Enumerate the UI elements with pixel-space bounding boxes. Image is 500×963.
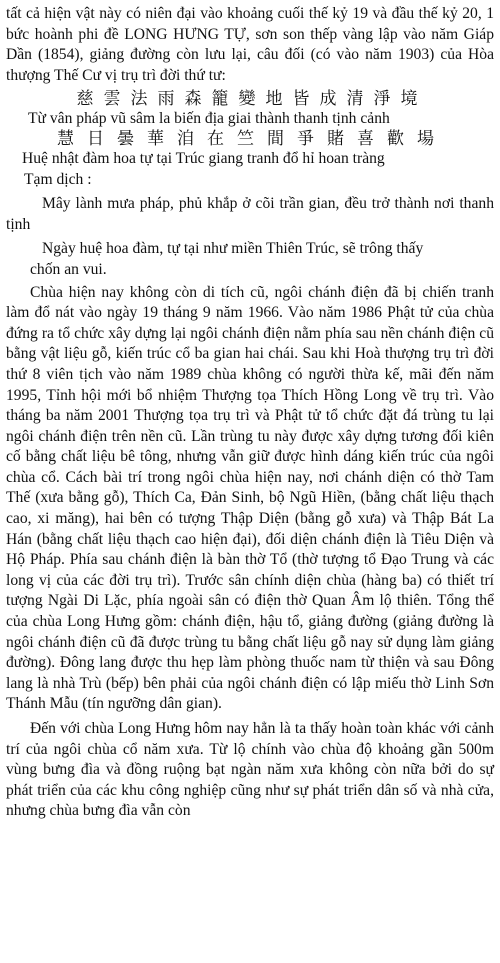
couplet-han-line-2: 慧日曇華洎在竺間爭賭喜歡場 [57, 128, 447, 149]
couplet-viet-line-1: Từ vân pháp vũ sâm la biến địa giai thành thanh tịnh cảnh [28, 110, 390, 128]
translation-line-2b: chốn an vui. [30, 260, 107, 278]
body-paragraph-2: Đến với chùa Long Hưng hôm nay hẳn là ta thấy hoàn toàn khác với cảnh trí của ngôi chùa cổ năm xưa. Từ lộ chính vào chùa độ khoảng gần 500m vùng bưng đìa và đồng ruộng bạt ngàn năm xưa không còn nữa bởi do sự phát triển của các khu công nghiệp cũng như sự phát triển dân số và nhà cửa, nhưng chùa bưng đìa vẫn còn [6, 720, 494, 820]
couplet-viet-line-2: Huệ nhật đàm hoa tự tại Trúc giang tranh đổ hỉ hoan tràng [22, 149, 385, 167]
intro-paragraph: tất cả hiện vật này có niên đại vào khoảng cuối thế kỷ 19 và đầu thế kỷ 20, 1 bức hoành phi đề LONG HƯNG TỰ, sơn son thếp vàng lập vào năm Giáp Dần (1854), giảng đường còn lưu lại, câu đối (có vào năm 1903) của Hòa thượng Thế Cư vị trụ trì đời thứ tư: [6, 5, 494, 84]
body-paragraph-1: Chùa hiện nay không còn di tích cũ, ngôi chánh điện đã bị chiến tranh làm đổ nát vào ngày 19 tháng 9 năm 1966. Vào năm 1986 Phật tử của chùa đứng ra tổ chức xây dựng lại ngôi chánh điện nằm phía sau nền chánh điện cũ bằng vật liệu gỗ, kiến trúc cổ ba gian hai chái. Sau khi Hoà thượng trụ trì đời thứ 8 viên tịch vào năm 1989 chùa không có người thừa kế, mãi đến năm 1995, Tỉnh hội mới bổ nhiệm Thượng tọa Thích Hồng Long về trụ trì. Vào tháng ba năm 2001 Thượng tọa trụ trì và Phật tử tổ chức đặt đá trùng tu lại ngôi chánh điện trên nền cũ. Lần trùng tu này được xây dựng tương đối kiên cố bằng chất liệu bê tông, nhưng vẫn giữ được hình dáng kiến trúc của ngôi chùa cổ. Cách bài trí trong ngôi chùa hiện nay, nơi chánh diện có thờ Tam Thế (xưa bằng gỗ), Thích Ca, Đản Sinh, bộ Ngũ Hiền, (bằng chất liệu thạch cao, xi măng), hai bên có tượng Thập Diện (bằng gỗ xưa) và Thập Bát La Hán (bằng chất liệu thạch cao hiện đại), đối diện chánh điện là Tiêu Diện và Hộ Pháp. Phía sau chánh điện là bàn thờ Tổ (thờ tượng tổ Đạo Trung và các long vị của các đời trụ trì). Trước sân chính diện chùa (hàng ba) có thiết trí tượng Ngài Di Lặc, phía ngoài sân có điện thờ Quan Âm lộ thiên. Tổng thể của chùa Long Hưng gồm: chánh điện, hậu tổ, giảng đường (giảng đường là ngôi chánh điện cũ đã được trùng tu bằng chất liệu gỗ nay sử dụng làm giảng đường). Đông lang được thu hẹp làm phòng thuốc nam từ thiện và sau Đông lang là nhà Trù (bếp) bên phải của ngôi chánh điện có lập miếu thờ Linh Sơn Thánh Mẫu (tín ngưỡng dân gian). [6, 283, 494, 713]
couplet-han-line-1: 慈雲法雨森籠變地皆成清淨境 [76, 89, 428, 110]
translation-line-2a: Ngày huệ hoa đàm, tự tại như miền Thiên Trúc, sẽ trông thấy [42, 240, 424, 258]
translation-label: Tạm dịch : [24, 170, 92, 188]
translation-line-1: Mây lành mưa pháp, phủ khắp ở cõi trần gian, đều trở thành nơi thanh tịnh [6, 195, 494, 233]
